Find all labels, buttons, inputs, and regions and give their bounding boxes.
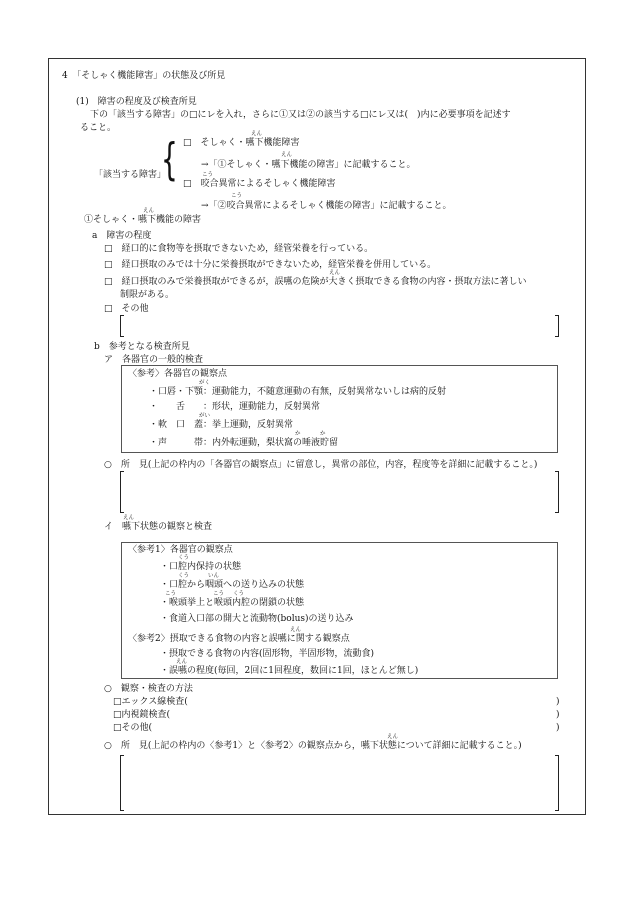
ruby-kuu: くう <box>233 591 245 597</box>
exam-findings-title: b 参考となる検査所見 <box>94 342 190 352</box>
option-occlusion-arrow: →「②咬合異常によるそしゃく機能の障害」に記載すること。 <box>201 201 452 211</box>
reference2-item: ・誤嚥の程度(毎回，2回に1回程度，数回に1回，ほとんど無し) <box>160 666 419 676</box>
reference-box-title: 〈参考〉各器官の観察点 <box>128 369 228 379</box>
degree-option-3-cont: 制限がある。 <box>120 290 175 300</box>
other-method-close-paren: ) <box>556 723 560 733</box>
xray-close-paren: ) <box>556 697 560 707</box>
reference1-item: ・喉頭挙上と喉頭内腔の閉鎖の状態 <box>160 598 305 608</box>
general-exam-title: ア 各器官の一般的検査 <box>104 355 204 365</box>
findings-bracket-left <box>120 471 124 513</box>
option-swallow-checkbox[interactable]: □ そしゃく・嚥下機能障害 <box>183 138 300 148</box>
reference2-item: ・摂取できる食物の内容(固形物，半固形物，流動食) <box>160 649 375 659</box>
option-swallow-arrow: →「①そしゃく・嚥下機能の障害」に記載すること。 <box>201 160 416 170</box>
ruby-gai: がい <box>199 413 211 419</box>
ruby-kou: こう <box>202 172 214 178</box>
findings2-bracket-left <box>120 755 124 811</box>
applicable-label: 「該当する障害」 <box>94 170 167 180</box>
reference1-item: ・食道入口部の開大と流動物(bolus)の送り込み <box>160 614 354 624</box>
findings-bracket-right <box>555 471 559 513</box>
endoscope-checkbox[interactable]: □内視鏡検査( <box>113 710 171 720</box>
ruby-da: か <box>320 431 326 437</box>
ruby-en: えん <box>123 515 135 521</box>
swallow-exam-title: イ 嚥下状態の観察と検査 <box>104 522 213 532</box>
ruby-ka: か <box>295 431 301 437</box>
reference2-title: 〈参考2〉摂取できる食物の内容と誤嚥に関する観察点 <box>128 634 350 644</box>
brace-symbol: { <box>161 134 178 185</box>
reference1-item: ・口腔から咽頭への送り込みの状態 <box>160 580 305 590</box>
findings2-bracket-right <box>555 755 559 811</box>
ruby-kou: こう <box>165 591 177 597</box>
other-bracket-right <box>555 315 559 337</box>
ruby-en: えん <box>329 270 341 276</box>
section-title: 4 「そしゃく機能障害」の状態及び所見 <box>62 71 226 81</box>
instruction-line-1: 下の「該当する障害」の□にレを入れ，さらに①又は②の該当する□にレ又は( )内に必要事項を記述す <box>90 110 511 120</box>
subsection-title: (1) 障害の程度及び検査所見 <box>76 97 197 107</box>
findings-instruction-1: ○ 所 見(上記の枠内の「各器官の観察点」に留意し，異常の部位，内容，程度等を詳細に記載すること。) <box>104 460 538 470</box>
ruby-gaku: がく <box>199 380 211 386</box>
ruby-en: えん <box>251 131 263 137</box>
reference1-item: ・口腔内保持の状態 <box>160 562 242 572</box>
ruby-en: えん <box>387 734 399 740</box>
degree-option-2[interactable]: □ 経口摂取のみでは十分に栄養摂取ができないため，経管栄養を併用している。 <box>104 260 437 270</box>
ruby-kuu: くう <box>178 555 190 561</box>
ruby-kou: こう <box>231 193 243 199</box>
part1-title: ①そしゃく・嚥下機能の障害 <box>84 215 202 225</box>
degree-title: a 障害の程度 <box>92 231 152 241</box>
degree-option-3[interactable]: □ 経口摂取のみで栄養摂取ができるが，誤嚥の危険が大きく摂取できる食物の内容・摂取方法に著しい <box>104 277 527 287</box>
degree-option-other[interactable]: □ その他 <box>104 304 149 314</box>
reference1-title: 〈参考1〉各器官の観察点 <box>128 545 233 555</box>
ruby-kuu: くう <box>178 573 190 579</box>
ruby-en: えん <box>290 627 302 633</box>
instruction-line-2: ること。 <box>80 123 117 133</box>
ruby-in: いん <box>208 573 220 579</box>
reference-item: ・声 帯：内外転運動，梨状窩の唾液貯留 <box>149 438 339 448</box>
other-method-checkbox[interactable]: □その他( <box>113 723 153 733</box>
option-occlusion-checkbox[interactable]: □ 咬合異常によるそしゃく機能障害 <box>183 179 336 189</box>
ruby-kou: こう <box>213 591 225 597</box>
other-bracket-left <box>120 315 124 337</box>
endoscope-close-paren: ) <box>556 710 560 720</box>
xray-checkbox[interactable]: □エックス線検査( <box>113 697 188 707</box>
reference-item: ・軟 口 蓋：挙上運動，反射異常 <box>149 420 294 430</box>
observation-title: ○ 観察・検査の方法 <box>104 684 193 694</box>
ruby-en: えん <box>143 208 155 214</box>
ruby-en: えん <box>176 659 188 665</box>
ruby-en: えん <box>281 152 293 158</box>
findings-instruction-2: ○ 所 見(上記の枠内の〈参考1〉と〈参考2〉の観察点から，嚥下状態について詳細に記載すること。) <box>104 741 522 751</box>
degree-option-1[interactable]: □ 経口的に食物等を摂取できないため，経管栄養を行っている。 <box>104 244 374 254</box>
reference-item: ・口唇・下顎：運動能力，不随意運動の有無，反射異常ないしは病的反射 <box>149 387 447 397</box>
reference-item: ・ 舌 ：形状，運動能力，反射異常 <box>149 402 321 412</box>
